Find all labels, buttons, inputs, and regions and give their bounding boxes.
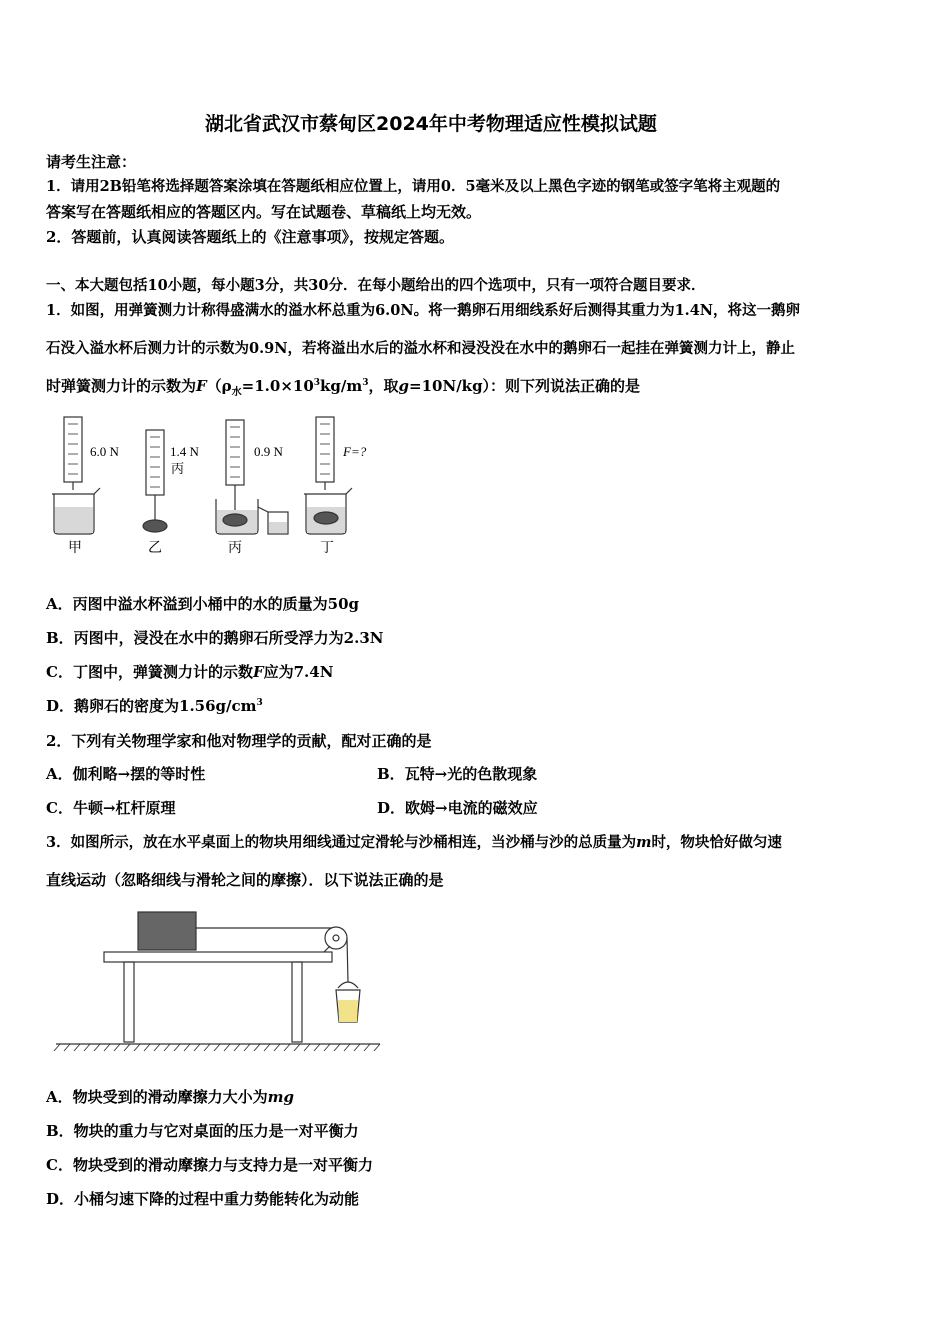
table-leg-right [292, 962, 302, 1042]
caption-yi: 乙 [148, 541, 162, 556]
spring-scale-yi [146, 430, 164, 495]
q3-stem-line-1: 3．如图所示，放在水平桌面上的物块用细线通过定滑轮与沙桶相连，当沙桶与沙的总质量为m时，物块恰好做匀速 [46, 834, 782, 851]
q1-option-b: B．丙图中，浸没在水中的鹅卵石所受浮力为2.3N [46, 629, 384, 647]
q2-option-d: D．欧姆→电流的磁效应 [377, 799, 538, 817]
reading-ding: F=? [343, 444, 367, 459]
caption-ding: 丁 [320, 541, 334, 556]
ground-hatching [54, 1044, 380, 1051]
q1-stem-line-3: 时弹簧测力计的示数为$F(\rho_水=1.0\times 10^3kg/m^3$，取g=10N/kg）：则下列说法正确的是 [46, 377, 641, 398]
q1-option-d: D．鹅卵石的密度为$1.56g/cm^3$ [46, 697, 263, 715]
notice-item-1-line-1: 1．请用2B铅笔将选择题答案涂填在答题纸相应位置上，请用0．5毫米及以上黑色字迹的钢笔或签字笔将主观题的 [46, 178, 781, 195]
q1-option-a: A．丙图中溢水杯溢到小桶中的水的质量为50g [46, 595, 360, 613]
pulley [325, 927, 347, 949]
caption-jia: 甲 [68, 541, 82, 556]
block [138, 912, 196, 950]
table-top [104, 952, 332, 962]
spring-scale-bing [226, 420, 244, 485]
q3-option-d: D．小桶匀速下降的过程中重力势能转化为动能 [46, 1190, 360, 1208]
section-heading: 一、本大题包括10小题，每小题3分，共30分．在每小题给出的四个选项中，只有一项符合题目要求． [46, 277, 706, 294]
q3-option-a: A．物块受到的滑动摩擦力大小为mg [46, 1088, 295, 1106]
page-title: 湖北省武汉市蔡甸区2024年中考物理适应性模拟试题 [205, 113, 657, 135]
notice-item-2: 2．答题前，认真阅读答题纸上的《注意事项》，按规定答题。 [46, 228, 454, 246]
q3-pulley-figure [52, 906, 384, 1056]
reading-yi: 1.4 N [170, 444, 199, 459]
q2-option-a: A．伽利略→摆的等时性 [46, 765, 206, 783]
q1-spring-scale-figure [44, 412, 394, 560]
notice-item-1-line-2: 答案写在答题纸相应的答题区内。写在试题卷、草稿纸上均无效。 [46, 203, 482, 221]
notice-heading: 请考生注意： [46, 153, 137, 171]
q3-stem-line-2: 直线运动（忽略细线与滑轮之间的摩擦）．以下说法正确的是 [46, 871, 444, 889]
spring-scale-ding [316, 417, 334, 482]
q2-option-b: B．瓦特→光的色散现象 [377, 765, 538, 783]
q1-option-c: C．丁图中，弹簧测力计的示数F应为7.4N [46, 663, 334, 681]
pebble-bing [223, 514, 247, 526]
caption-bing: 丙 [228, 541, 242, 556]
table-leg-left [124, 962, 134, 1042]
q2-option-c: C．牛顿→杠杆原理 [46, 799, 176, 817]
q3-option-b: B．物块的重力与它对桌面的压力是一对平衡力 [46, 1122, 359, 1140]
q1-stem-line-2: 石没入溢水杯后测力计的示数为0.9N，若将溢出水后的溢水杯和浸没没在水中的鹅卵石一起挂在弹簧测力计上，静止 [46, 340, 795, 357]
q3-option-c: C．物块受到的滑动摩擦力与支持力是一对平衡力 [46, 1156, 373, 1174]
spring-scale-jia [64, 417, 82, 482]
q1-stem-line-1: 1．如图，用弹簧测力计称得盛满水的溢水杯总重为6.0N。将一鹅卵石用细线系好后测得其重力为1.4N，将这一鹅卵 [46, 302, 801, 319]
reading-bing: 0.9 N [254, 444, 283, 459]
pebble-ding [314, 512, 338, 524]
side-label-bing: 丙 [171, 461, 185, 476]
q2-stem: 2．下列有关物理学家和他对物理学的贡献，配对正确的是 [46, 732, 432, 750]
reading-jia: 6.0 N [90, 444, 119, 459]
pebble-yi [143, 520, 167, 532]
